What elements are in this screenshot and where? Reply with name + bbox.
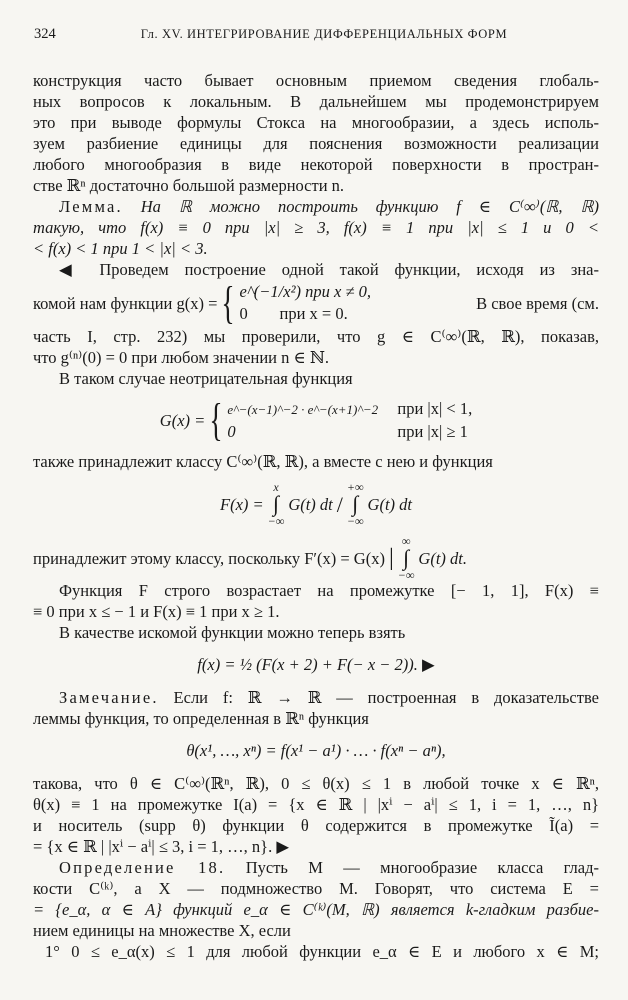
running-title: Гл. XV. ИНТЕГРИРОВАНИЕ ДИФФЕРЕНЦИАЛЬНЫХ ФОРМ [140, 27, 508, 41]
G-formula: G(x) = { e^−(x−1)^−2 · e^−(x+1)^−2 при |x| < 1, 0 при |x| ≥ 1 [159, 394, 473, 445]
lemma-label: Лемма. [59, 197, 123, 216]
text-line: и носитель (supp θ) функции θ содержится в промежутке Ĩ(a) = [33, 816, 599, 835]
text-line [33, 196, 599, 217]
lemma-statement [33, 196, 599, 259]
text-line: Определение 18. Пусть M — многообразие класса глад- [59, 858, 599, 877]
text-line: θ(x) ≡ 1 на промежутке I(a) = {x ∈ ℝ | |xⁱ − aⁱ| ≤ 1, i = 1, …, n} [33, 795, 599, 814]
text-line: 1° 0 ≤ e_α(x) ≤ 1 для любой функции e_α ∈ E и любого x ∈ M; [45, 942, 599, 961]
left-brace: { [209, 394, 223, 445]
G-cases: e^−(x−1)^−2 · e^−(x+1)^−2 при |x| < 1, 0 при |x| ≥ 1 [227, 398, 473, 441]
proof-paragraph [33, 259, 599, 280]
g-cases [240, 281, 372, 325]
text-line: стве ℝⁿ достаточно большой размерности n. [33, 176, 345, 195]
text-line: это при выводе формулы Стокса на многообразии, а здесь исполь- [33, 113, 599, 132]
text-line: часть I, стр. 232) мы проверили, что g ∈ C⁽∞⁾(ℝ, ℝ), показав, [33, 327, 599, 346]
text-line: = {e_α, α ∈ A} функций e_α ∈ C⁽ᵏ⁾(M, ℝ) является k-гладким разбие- [33, 900, 599, 919]
lemma-text: На ℝ можно построить функцию f ∈ C⁽∞⁾(ℝ, ℝ) [140, 197, 600, 216]
text-line: такую, что f(x) ≡ 0 при |x| ≥ 3, f(x) ≡ 1 при |x| ≤ 1 и 0 < [33, 218, 599, 237]
f-formula: f(x) = ½ (F(x + 2) + F(− x − 2)). ▶ [197, 655, 435, 674]
integral-sign: +∞ ∫ −∞ [346, 480, 364, 528]
text-line: В таком случае неотрицательная функция [59, 369, 353, 388]
text-line: Замечание. Если f: ℝ → ℝ — построенная в доказательстве [59, 688, 599, 707]
text-line: = {x ∈ ℝ | |xⁱ − aⁱ| ≤ 3, i = 1, …, n}. ▶ [33, 837, 290, 856]
text-line: конструкция часто бывает основным приемом сведения глобаль- [33, 71, 599, 90]
remark-paragraph [33, 773, 599, 857]
text-line: ных вопросов к локальным. В дальнейшем мы продемонстрируем [33, 92, 599, 111]
text-line: Функция F строго возрастает на промежутке [− 1, 1], F(x) ≡ [59, 581, 599, 600]
text-line: ≡ 0 при x ≤ − 1 и F(x) ≡ 1 при x ≥ 1. [33, 602, 280, 621]
text-line: нием единицы на множестве X, если [33, 921, 291, 940]
integral-sign: x ∫ −∞ [267, 480, 285, 528]
g-definition [33, 277, 599, 328]
text-line: также принадлежит классу C⁽∞⁾(ℝ, ℝ), а вместе с нею и функция [33, 452, 493, 471]
text-line: что g⁽ⁿ⁾(0) = 0 при любом значении n ∈ ℕ. [33, 348, 330, 367]
text-line: < f(x) < 1 при 1 < |x| < 3. [33, 239, 208, 258]
proof-paragraph [33, 451, 599, 472]
text-line: любого многообразия в виде некоторой поверхности в простран- [33, 155, 599, 174]
intro-paragraph [33, 70, 599, 196]
text-line: В качестве искомой функции можно теперь взять [59, 623, 406, 642]
text-line: такова, что θ ∈ C⁽∞⁾(ℝⁿ, ℝ), 0 ≤ θ(x) ≤ 1 в любой точке x ∈ ℝⁿ, [33, 774, 599, 793]
F-formula: F(x) = x ∫ −∞ G(t) dt / +∞ ∫ −∞ G(t) dt [220, 480, 412, 528]
text-line: зуем разбиение единицы для пояснения возможности реализации [33, 134, 599, 153]
g-tail: В свое время (см. [476, 293, 599, 313]
remark-label: Замечание. [59, 688, 159, 707]
definition-paragraph [33, 857, 599, 962]
g-lead: комой нам функции g(x) = [33, 293, 218, 313]
g-case-2: 0 при x = 0. [239, 304, 348, 323]
text-line: ◀ Проведем построение одной такой функции, исходя из зна- [59, 260, 599, 279]
theta-formula: θ(x¹, …, xⁿ) = f(x¹ − a¹) · … · f(xⁿ − aⁿ), [186, 741, 446, 760]
text-line: кости C⁽ᵏ⁾, а X — подмножество M. Говорят, что система E = [33, 879, 599, 898]
page-number: 324 [34, 26, 56, 42]
integral-sign: ∞ ∫ −∞ [397, 534, 415, 582]
running-header [34, 26, 594, 43]
text-line: леммы функция, то определенная в ℝⁿ функция [33, 709, 369, 728]
remark-paragraph [33, 687, 599, 729]
definition-label: Определение 18. [59, 858, 226, 877]
proof-paragraph [33, 326, 599, 389]
derivative-line: принадлежит этому классу, поскольку F′(x) = G(x) | ∞ ∫ −∞ G(t) dt. [33, 534, 467, 582]
g-case-1: e^(−1/x²) при x ≠ 0, [239, 282, 372, 301]
left-brace: { [221, 277, 236, 328]
page-body [33, 70, 599, 962]
proof-paragraph [33, 580, 599, 643]
